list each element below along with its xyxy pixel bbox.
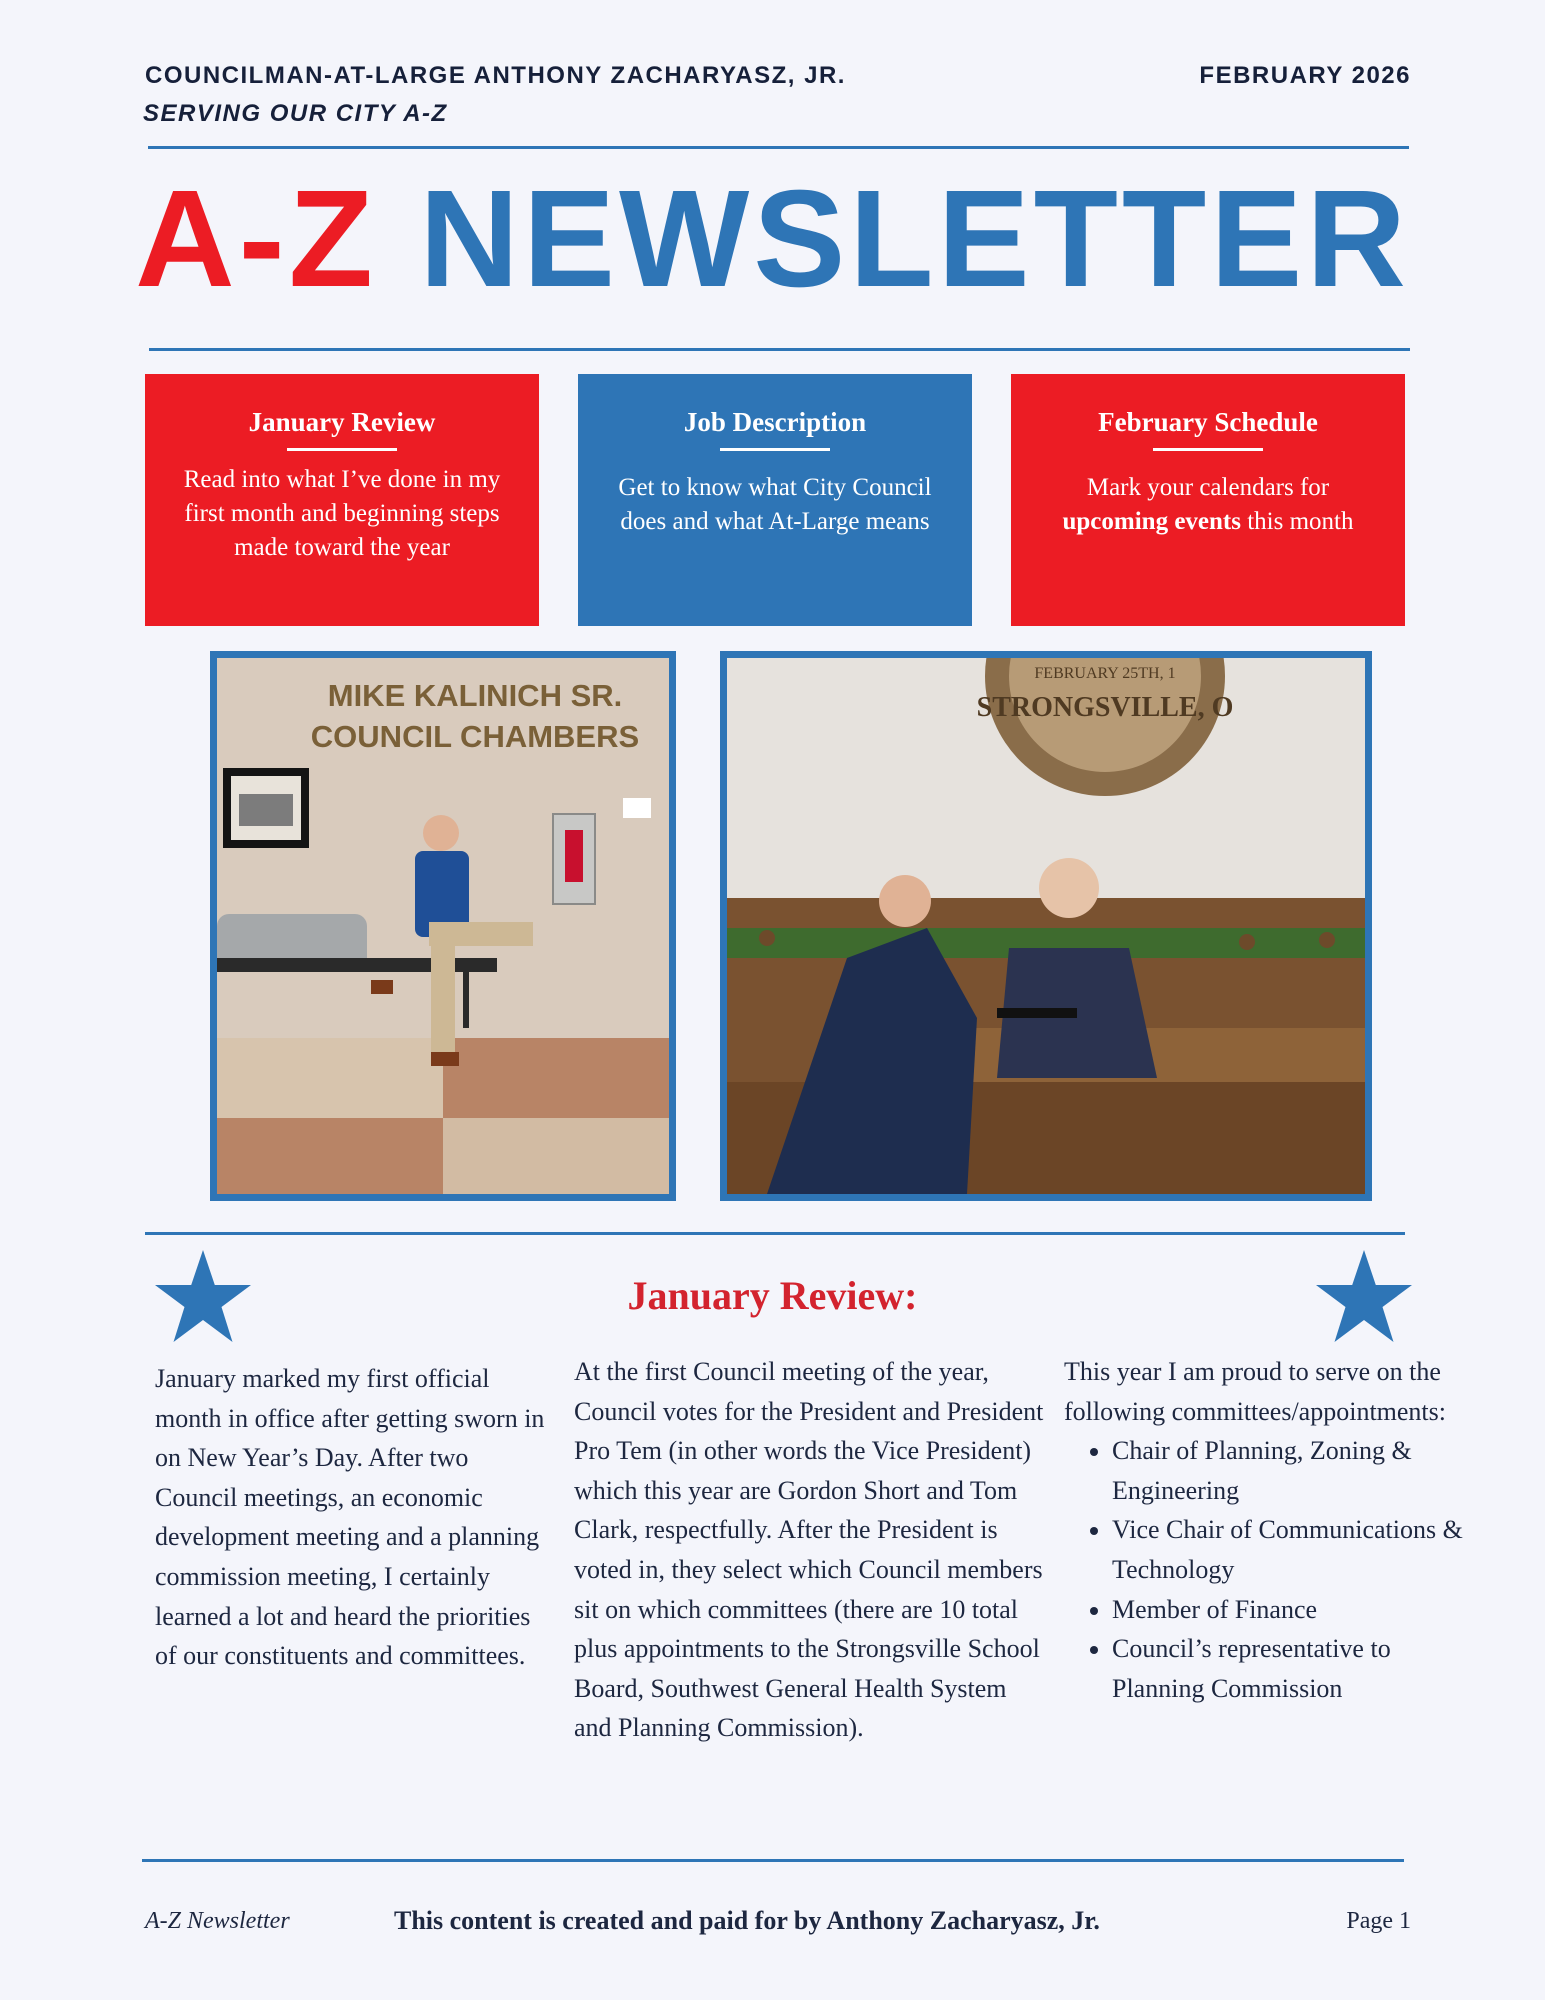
box-underline <box>287 448 397 451</box>
issue-date: FEBRUARY 2026 <box>1199 62 1411 89</box>
masthead-title <box>0 162 1545 316</box>
box-text <box>1033 463 1383 539</box>
seal-text: STRONGSVILLE, O <box>976 692 1234 723</box>
box-text-after: this month <box>1247 508 1354 536</box>
council-dais-illustration <box>727 658 1365 1194</box>
sign-line-1: MIKE KALINICH SR. <box>327 678 623 713</box>
masthead-newsletter: NEWSLETTER <box>419 162 1410 316</box>
masthead-az: A-Z <box>135 162 377 316</box>
box-text-bold: upcoming events <box>1062 508 1241 536</box>
tagline: SERVING OUR CITY A-Z <box>143 100 448 127</box>
job-description-box[interactable] <box>578 374 972 626</box>
box-text: Read into what I’ve done in my first month and beginning steps made toward the year <box>183 466 501 562</box>
committee-list <box>1064 1431 1464 1708</box>
list-item: • Chair of Planning, Zoning & Engineering <box>1112 1431 1464 1510</box>
january-review-box[interactable] <box>145 374 539 626</box>
sign-line-2: COUNCIL CHAMBERS <box>310 719 640 754</box>
section-title: January Review: <box>627 1273 918 1318</box>
box-text: Get to know what City Council does and what At-Large means <box>618 474 932 536</box>
column-1: January marked my first official month in office after getting sworn in on New Year’s Day. After two Council meetings, an economic development meeting and a planning commission meeting, I certainly learned a lot and heard the priorities of our constituents and committees. <box>155 1364 545 1671</box>
section-rule <box>145 1232 1405 1235</box>
oath-signing-photo <box>720 651 1372 1201</box>
column-2: At the first Council meeting of the year, Council votes for the President and President Pro Tem (in other words the Vice President) which this year are Gordon Short and Tom Clark, respectfully. After the President is voted in, they select which Council members sit on which committees (there are 10 total plus appointments to the Strongsville School Board, Southwest General Health System and Planning Commission). <box>574 1357 1044 1743</box>
box-title: February Schedule <box>1098 407 1318 437</box>
february-schedule-box[interactable] <box>1011 374 1405 626</box>
list-item: • Member of Finance <box>1112 1590 1464 1630</box>
list-item: • Vice Chair of Communications & Technology <box>1112 1510 1464 1589</box>
author-line: COUNCILMAN-AT-LARGE ANTHONY ZACHARYASZ, JR. <box>145 62 846 89</box>
box-title: January Review <box>248 407 436 437</box>
seal-date: FEBRUARY 25TH, 1 <box>1034 665 1176 682</box>
box-underline <box>1153 448 1263 451</box>
footer-rule <box>142 1859 1404 1862</box>
box-text-before: Mark your calendars for <box>1086 474 1330 502</box>
box-title: Job Description <box>683 407 867 437</box>
footer-newsletter-name: A-Z Newsletter <box>145 1908 290 1934</box>
page-number: Page 1 <box>1346 1908 1411 1934</box>
council-chambers-photo <box>210 651 676 1201</box>
council-chambers-illustration <box>217 658 669 1194</box>
committees-intro: This year I am proud to serve on the following committees/appointments: <box>1064 1357 1447 1426</box>
box-underline <box>720 448 830 451</box>
list-item: • Council’s representative to Planning Commission <box>1112 1629 1464 1708</box>
header-rule <box>148 146 1409 149</box>
column-3 <box>1064 1352 1464 1708</box>
masthead-rule <box>149 348 1410 351</box>
footer-disclaimer: This content is created and paid for by Anthony Zacharyasz, Jr. <box>394 1906 1100 1935</box>
